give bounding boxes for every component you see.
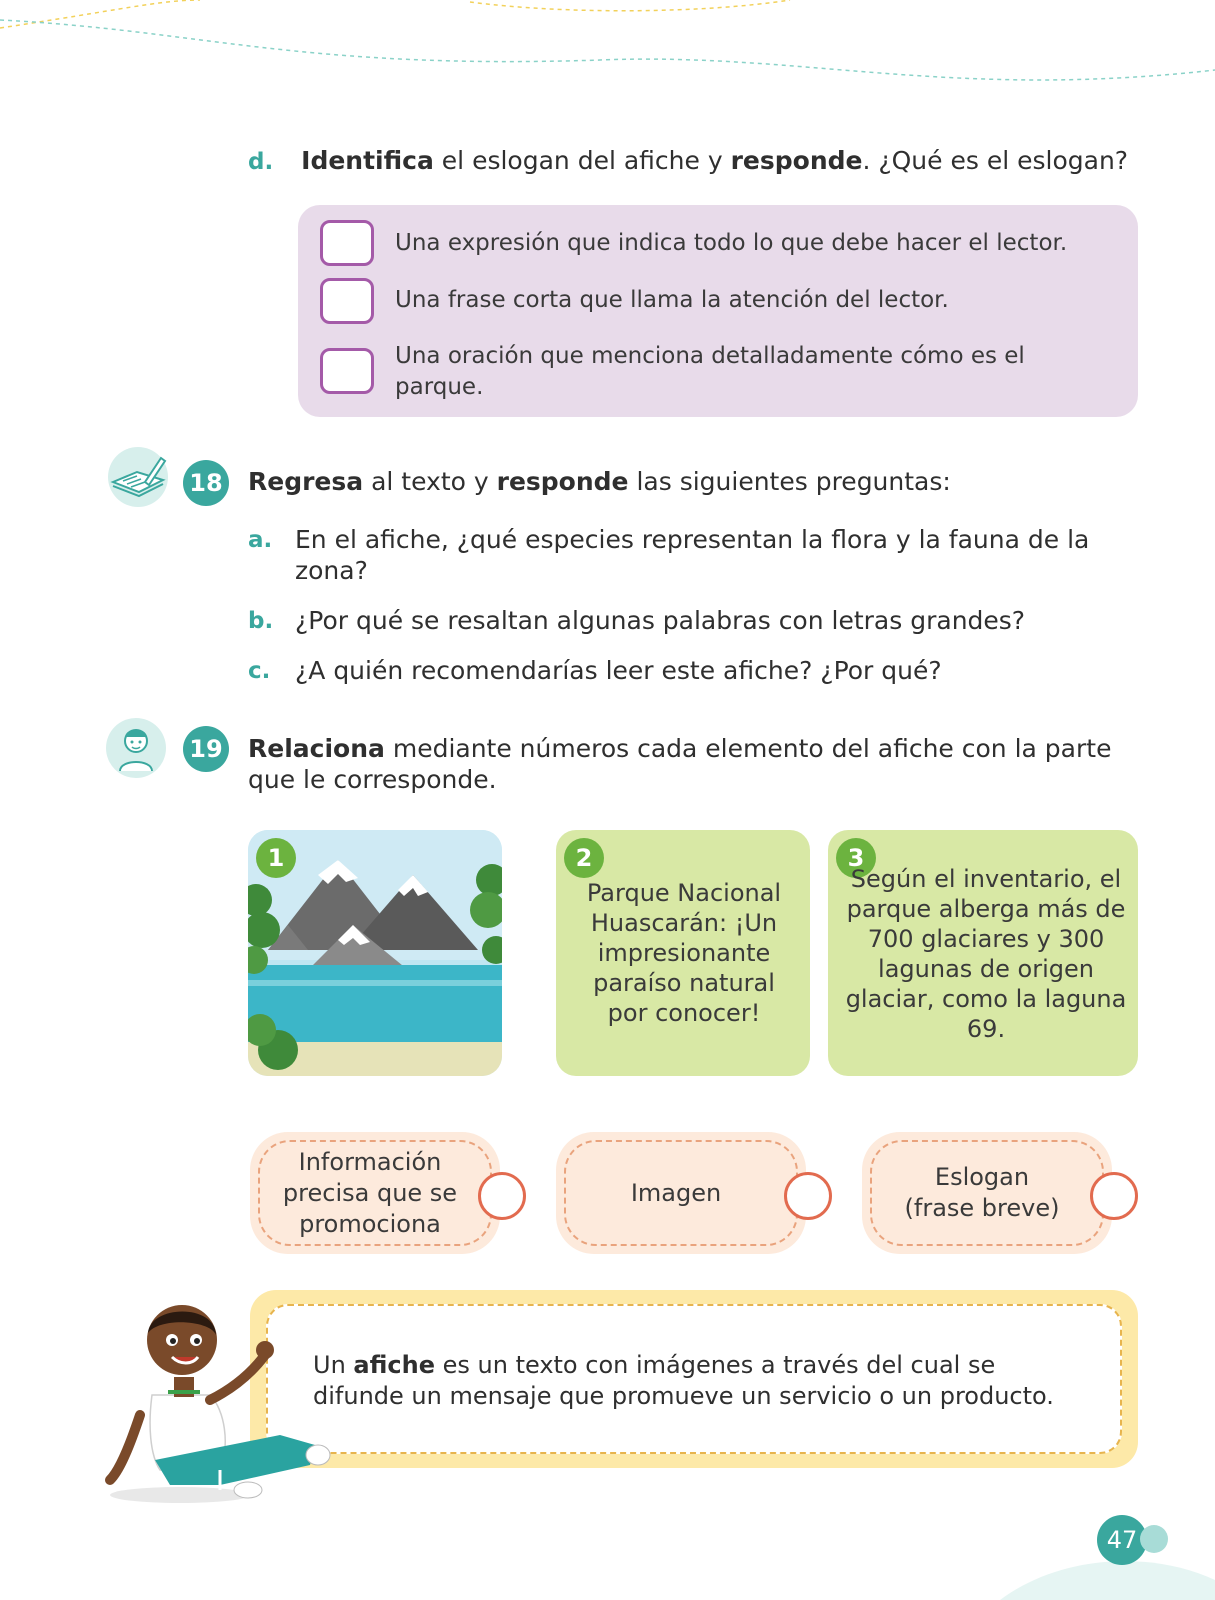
question-text: el eslogan del afiche y [433, 146, 731, 175]
question-text: mediante números cada elemento del afiche con la parte que le corresponde. [248, 734, 1112, 794]
answer-circle-2[interactable] [784, 1172, 832, 1220]
q18-item-a: En el afiche, ¿qué especies representan la flora y la fauna de la zona? [295, 525, 1090, 585]
boy-sitting-illustration [100, 1295, 340, 1510]
label-info [250, 1132, 500, 1254]
note-text: Un [313, 1351, 354, 1379]
item-letter: d. [248, 149, 274, 175]
question-text: . ¿Qué es el eslogan? [862, 146, 1129, 175]
information-card [828, 830, 1138, 1076]
emphasis-text: afiche [353, 1351, 435, 1379]
option-checkbox-3[interactable] [320, 348, 374, 394]
emphasis-text: responde [730, 146, 863, 175]
question-number-19: 19 [183, 726, 229, 772]
bottom-wave-decoration [1000, 1555, 1215, 1600]
answer-circle-1[interactable] [478, 1172, 526, 1220]
label-text-info: Información precisa que se promociona [282, 1147, 458, 1238]
emphasis-text: responde [496, 467, 629, 496]
q19-prompt [248, 733, 1128, 795]
question-text: al texto y [363, 467, 497, 496]
emphasis-text: Identifica [301, 146, 434, 175]
emphasis-text: Regresa [248, 467, 364, 496]
item-d-question [248, 145, 1148, 178]
card-number-2: 2 [564, 838, 604, 878]
slogan-card [556, 830, 810, 1076]
label-slogan [862, 1132, 1112, 1254]
emphasis-text: Relaciona [248, 734, 385, 763]
card-number-1: 1 [256, 838, 296, 878]
q18-prompt [248, 466, 1128, 497]
definition-text [313, 1350, 1093, 1412]
option-checkbox-2[interactable] [320, 278, 374, 324]
q18-item-b: ¿Por qué se resaltan algunas palabras con letras grandes? [295, 606, 1026, 635]
note-text: es un texto con imágenes a través del cual se difunde un mensaje que promueve un servicio o un producto. [313, 1351, 1054, 1410]
page-number: 47 [1097, 1515, 1147, 1565]
option-text-2: Una frase corta que llama la atención del lector. [395, 287, 949, 313]
writing-book-icon [108, 447, 168, 507]
label-text-slogan: Eslogan (frase breve) [904, 1163, 1060, 1222]
item-letter: b. [248, 608, 274, 634]
question-number-18: 18 [183, 460, 229, 506]
page-number-bubble-icon [1140, 1525, 1168, 1553]
label-text-image: Imagen [630, 1178, 722, 1207]
answer-circle-3[interactable] [1090, 1172, 1138, 1220]
option-text-3: Una oración que menciona detalladamente cómo es el parque. [395, 343, 1025, 400]
option-checkbox-1[interactable] [320, 220, 374, 266]
top-wave-decoration [0, 0, 1215, 110]
label-image [556, 1132, 806, 1254]
item-letter: c. [248, 658, 271, 684]
card-text-3: Según el inventario, el parque alberga más de 700 glaciares y 300 lagunas de origen glaciar, como la laguna 69. [845, 865, 1127, 1043]
poster-image-card [248, 830, 502, 1076]
question-text: las siguientes preguntas: [628, 467, 951, 496]
q18-item-c: ¿A quién recomendarías leer este afiche? ¿Por qué? [295, 656, 942, 685]
student-icon [106, 718, 166, 778]
item-letter: a. [248, 527, 273, 553]
option-text-1: Una expresión que indica todo lo que debe hacer el lector. [395, 230, 1068, 256]
card-number-3: 3 [836, 838, 876, 878]
card-text-2: Parque Nacional Huascarán: ¡Un impresionante paraíso natural por conocer! [586, 879, 782, 1027]
